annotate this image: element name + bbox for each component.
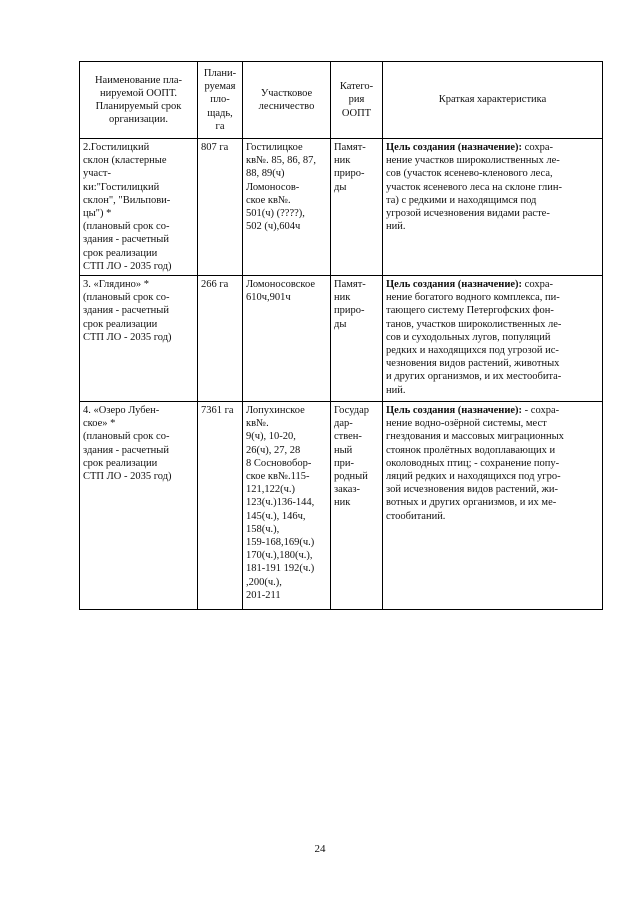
table-row (80, 402, 603, 610)
text-line: 9(ч), 10-20, (246, 431, 296, 443)
text-line: ское кв№. (246, 194, 291, 206)
text-line: нение богатого водного комплекса, пи- (386, 292, 560, 304)
text-line: пло- (210, 94, 230, 106)
text-line: 7361 га (201, 405, 234, 417)
text-line: ское кв№.115- (246, 471, 310, 483)
header-category (331, 62, 383, 139)
text-line: СТП ЛО - 2035 год) (83, 331, 172, 343)
text-line: руемая (204, 81, 236, 93)
header-area (198, 62, 243, 139)
text-line: цы") * (83, 208, 112, 220)
text-line: лесничество (258, 101, 315, 112)
text-line: 2.Гостилицкий (83, 142, 150, 153)
text-line: 610ч,901ч (246, 292, 291, 304)
text-line: 181-191 192(ч.) (246, 563, 315, 575)
text-line: стоянок пролётных водоплавающих и (386, 444, 556, 456)
cell-name (80, 276, 198, 402)
text-line: здания - расчетный (83, 444, 169, 456)
text-line: Ломоносов- (246, 181, 300, 193)
text-line: кв№. 85, 86, 87, (246, 155, 316, 167)
text-line: та) с редкими и находящимся под (386, 194, 537, 206)
text-line: срок реализации (83, 318, 158, 330)
text-line: при- (334, 457, 354, 469)
text-line: Наименование пла- (94, 74, 183, 86)
text-line: 8 Сосновобор- (246, 457, 312, 469)
purpose-label: Цель создания (назначение): (386, 279, 523, 291)
text-line: кв№. (246, 418, 269, 430)
text-line: склон", "Вильпови- (83, 194, 171, 206)
text-line: нируемой ООПТ. (100, 87, 177, 99)
cell-category (331, 139, 383, 276)
header-name (80, 62, 198, 139)
text-line: родный (334, 471, 368, 483)
cell-description (383, 402, 603, 610)
cell-description (383, 276, 603, 402)
text-line: (плановый срок со- (83, 431, 170, 443)
text-line: нение водно-озёрной системы, мест (386, 418, 547, 430)
cell-forestry (243, 402, 331, 610)
text-line: склон (кластерные (83, 155, 167, 167)
text-line: (плановый срок со- (83, 292, 170, 304)
text-line: 807 га (201, 142, 229, 153)
text-line: дар- (334, 418, 353, 430)
text-line: Краткая характеристика (438, 94, 547, 106)
text-line: срок реализации (83, 247, 158, 259)
purpose-label: Цель создания (назначение): (386, 142, 523, 153)
cell-name (80, 139, 198, 276)
description-first-line (386, 141, 599, 154)
text-line: угрозой исчезновения видами расте- (386, 208, 550, 220)
text-line: щадь, (207, 107, 233, 119)
table-row (80, 139, 603, 276)
text-line: ний. (386, 221, 406, 233)
text-line: ское» * (83, 418, 116, 430)
text-line: срок реализации (83, 457, 158, 469)
text-line: здания - расчетный (83, 305, 169, 317)
text-line: ,200(ч.), (246, 576, 282, 588)
text-line: Памят- (334, 279, 366, 291)
text-line: участ- (83, 168, 111, 180)
text-line: сов и суходольных лугов, популяций (386, 331, 551, 343)
cell-category (331, 276, 383, 402)
table-header-row (80, 62, 603, 139)
cell-category (331, 402, 383, 610)
text-line: и других организмов, и их местообита- (386, 371, 562, 383)
table-row (80, 276, 603, 402)
text-line: СТП ЛО - 2035 год) (83, 471, 172, 483)
text-line: 170(ч.),180(ч.), (246, 550, 313, 562)
text-line: ООПТ (341, 107, 372, 119)
text-line: 266 га (201, 279, 229, 291)
purpose-text-start: - сохра- (522, 405, 560, 417)
text-line: Государ (334, 405, 370, 417)
text-line: 502 (ч),604ч (246, 221, 301, 233)
text-line: ствен- (334, 431, 362, 443)
text-line: гнездования и массовых миграционных (386, 431, 564, 443)
cell-name (80, 402, 198, 610)
text-line: рия (348, 94, 365, 106)
text-line: Памят- (334, 142, 366, 153)
text-line: тающего систему Петергофских фон- (386, 305, 554, 317)
text-line: заказ- (334, 484, 361, 496)
purpose-label: Цель создания (назначение): (386, 405, 523, 417)
cell-area (198, 276, 243, 402)
text-line: ды (334, 181, 347, 193)
text-line: ний. (386, 384, 406, 396)
text-line: ник (334, 155, 351, 167)
description-first-line (386, 404, 599, 417)
header-description (383, 62, 603, 139)
cell-forestry (243, 276, 331, 402)
text-line: 88, 89(ч) (246, 168, 285, 180)
text-line: ник (334, 292, 351, 304)
text-line: здания - расчетный (83, 234, 169, 246)
text-line: сов (участок ясенево-кленового леса, (386, 168, 553, 180)
purpose-text-start: сохра- (522, 142, 553, 153)
header-forestry (243, 62, 331, 139)
text-line: околоводных птиц; - сохранение попу- (386, 457, 560, 469)
text-line: 121,122(ч.) (246, 484, 296, 496)
description-first-line (386, 278, 599, 291)
text-line: Планируемый срок (95, 101, 182, 112)
text-line: чезновения видов растений, животных (386, 358, 560, 370)
text-line: Катего- (339, 81, 374, 93)
text-line: 501(ч) (????), (246, 208, 305, 220)
text-line: 26(ч), 27, 28 (246, 444, 301, 456)
text-line: 3. «Глядино» * (83, 279, 150, 291)
text-line: организации. (109, 114, 168, 126)
text-line: 145(ч.), 146ч, (246, 510, 306, 522)
text-line: ки:"Гостилицкий (83, 181, 160, 193)
cell-area (198, 139, 243, 276)
cell-forestry (243, 139, 331, 276)
text-line: 159-168,169(ч.) (246, 537, 315, 549)
text-line: 201-211 (246, 589, 281, 601)
purpose-text-start: сохра- (522, 279, 553, 291)
text-line: ляций редких и находящихся под угро- (386, 471, 561, 483)
text-line: СТП ЛО - 2035 год) (83, 260, 172, 272)
text-line: стообитаний. (386, 510, 446, 522)
text-line: танов, участков широколиственных ле- (386, 318, 562, 330)
text-line: га (215, 120, 225, 132)
text-line: 158(ч.), (246, 523, 280, 535)
protected-areas-table (79, 61, 603, 610)
text-line: ник (334, 497, 351, 509)
cell-area (198, 402, 243, 610)
text-line: 123(ч.)136-144, (246, 497, 315, 509)
text-line: участок ясеневого леса на склоне глин- (386, 181, 562, 193)
text-line: зой исчезновения видов растений, жи- (386, 484, 559, 496)
text-line: (плановый срок со- (83, 221, 170, 233)
text-line: ды (334, 318, 347, 330)
text-line: приро- (334, 168, 365, 180)
text-line: Гостилицкое (246, 142, 303, 153)
text-line: редких и находящихся под угрозой ис- (386, 345, 559, 357)
text-line: 4. «Озеро Лубен- (83, 405, 160, 417)
text-line: вотных и других организмов, и их ме- (386, 497, 557, 509)
text-line: нение участков широколиственных ле- (386, 155, 560, 167)
text-line: приро- (334, 305, 365, 317)
page-number: 24 (314, 843, 326, 855)
cell-description (383, 139, 603, 276)
text-line: ный (334, 444, 353, 456)
text-line: Лопухинское (246, 405, 305, 417)
text-line: Участковое (260, 87, 313, 99)
text-line: Плани- (203, 67, 237, 79)
text-line: Ломоносовское (246, 279, 316, 291)
